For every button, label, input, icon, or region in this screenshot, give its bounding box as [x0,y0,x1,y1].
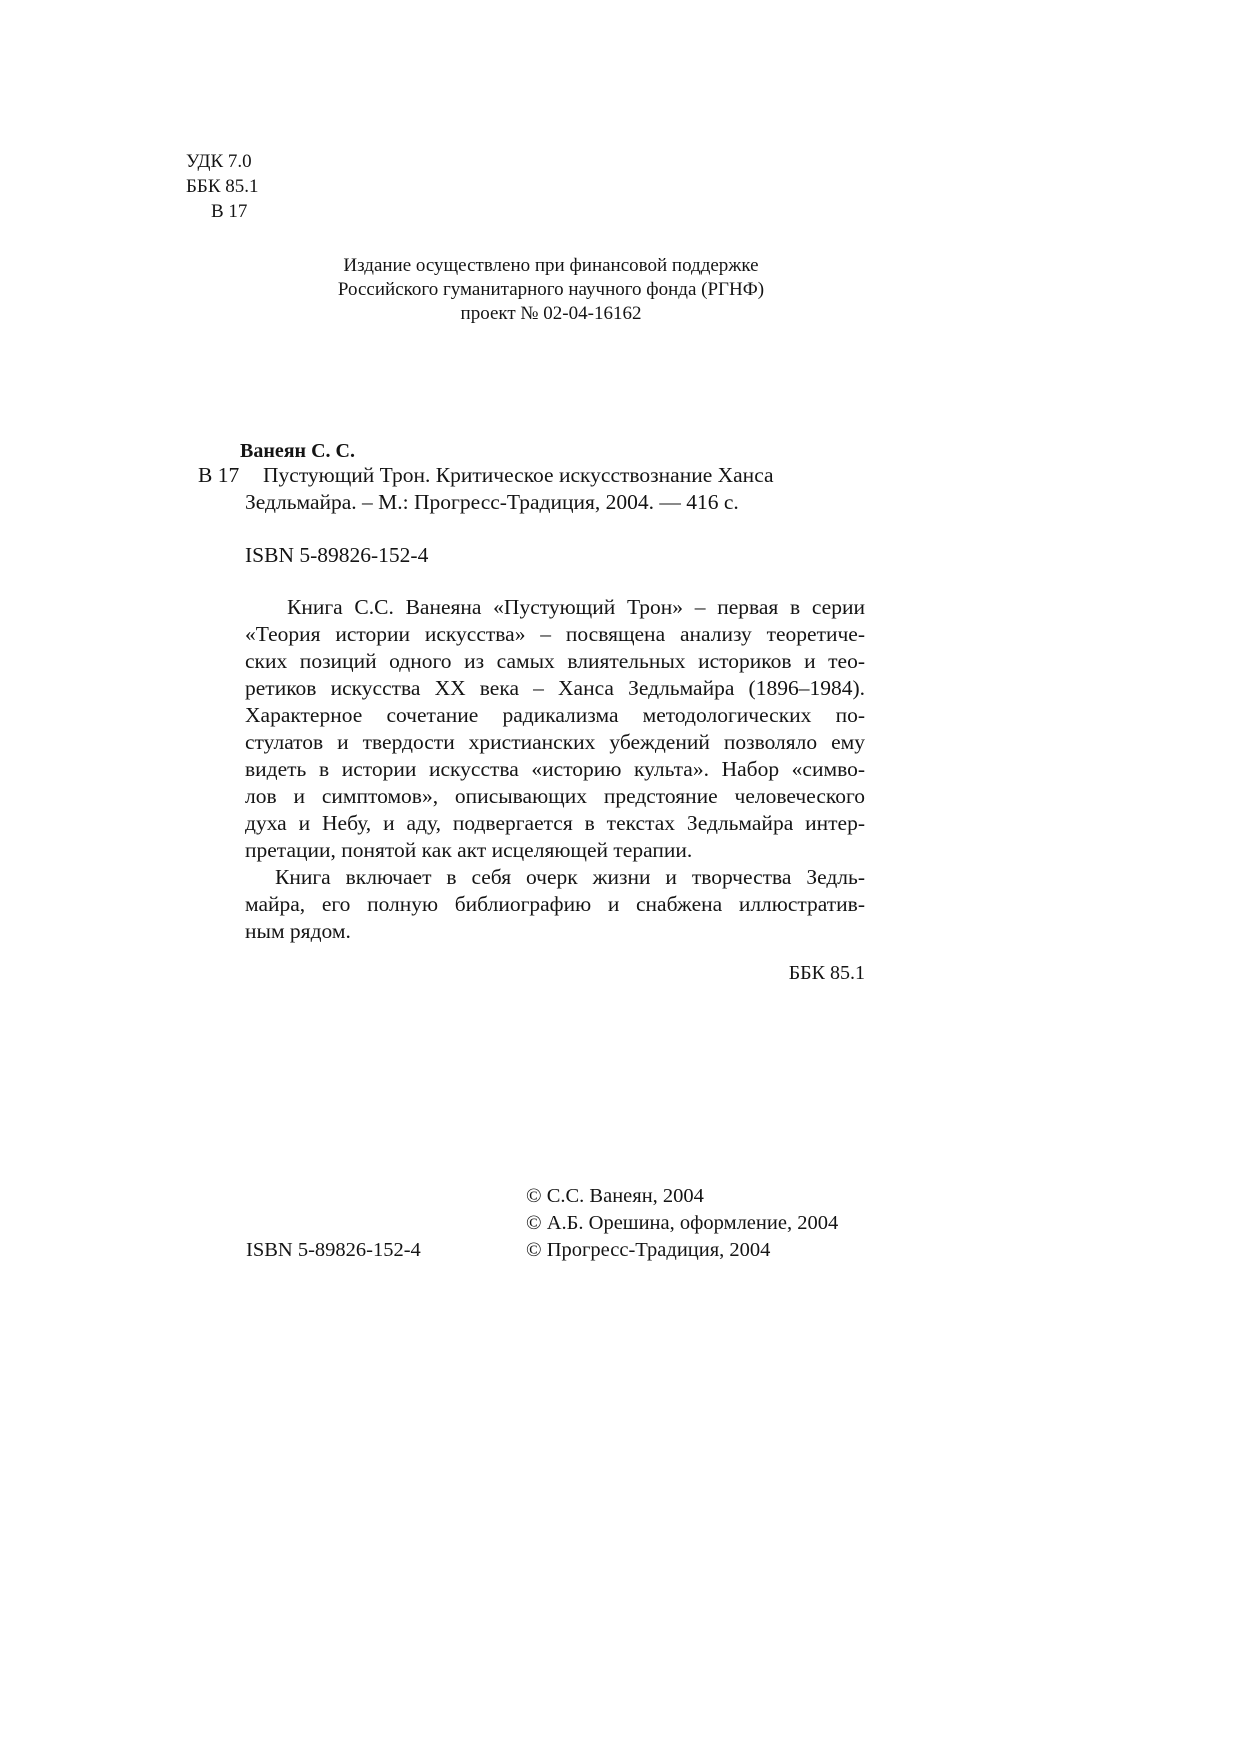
copyright-line: © С.С. Ванеян, 2004 [526,1185,704,1207]
annotation-paragraph-1 [245,594,865,864]
annotation-line: видеть в истории искусства «историю культа». Набор «симво- [245,757,865,781]
annotation-line: претации, понятой как акт исцеляющей терапии. [245,838,693,862]
annotation-paragraph-2 [245,864,865,945]
bibliography-author: Ванеян С. С. [240,440,355,462]
udk-code: УДК 7.0 [186,151,252,172]
bibliography-title-line: Зедльмайра. – М.: Прогресс-Традиция, 2004. — 416 с. [245,490,739,514]
annotation-line: Книга С.С. Ванеяна «Пустующий Трон» – первая в серии [287,595,865,619]
copyright-line: © А.Б. Орешина, оформление, 2004 [526,1212,839,1234]
annotation-line: ретиков искусства XX века – Ханса Зедльмайра (1896–1984). [245,676,865,700]
author-mark: В 17 [211,201,248,222]
bbk-code: ББК 85.1 [186,176,259,197]
annotation-line: майра, его полную библиографию и снабжена иллюстратив- [245,892,865,916]
funding-line: проект № 02-04-16162 [460,303,642,324]
bibliography-mark: В 17 [198,463,240,487]
bibliography-title-line: Пустующий Трон. Критическое искусствознание Ханса [263,463,774,487]
annotation-bbk: ББК 85.1 [788,962,865,984]
funding-line: Российского гуманитарного научного фонда (РГНФ) [337,279,765,300]
imprint-isbn: ISBN 5-89826-152-4 [246,1239,421,1261]
funding-note [240,254,862,326]
annotation-line: Книга включает в себя очерк жизни и творчества Зедль- [275,865,865,889]
annotation-line: ным рядом. [245,919,351,943]
annotation-line: «Теория истории искусства» – посвящена анализу теоретиче- [245,622,865,646]
bibliography-isbn: ISBN 5-89826-152-4 [245,543,429,567]
annotation-line: лов и симптомов», описывающих предстояние человеческого [245,784,865,808]
copyright-line: © Прогресс-Традиция, 2004 [526,1239,771,1261]
copyright-block [526,1183,838,1264]
annotation-line: стулатов и твердости христианских убеждений позволяло ему [245,730,865,754]
funding-line: Издание осуществлено при финансовой поддержке [343,255,759,276]
annotation-line: духа и Небу, и аду, подвергается в текстах Зедльмайра интер- [245,811,865,835]
annotation-line: Характерное сочетание радикализма методологических по- [245,703,865,727]
annotation-line: ских позиций одного из самых влиятельных историков и тео- [245,649,865,673]
